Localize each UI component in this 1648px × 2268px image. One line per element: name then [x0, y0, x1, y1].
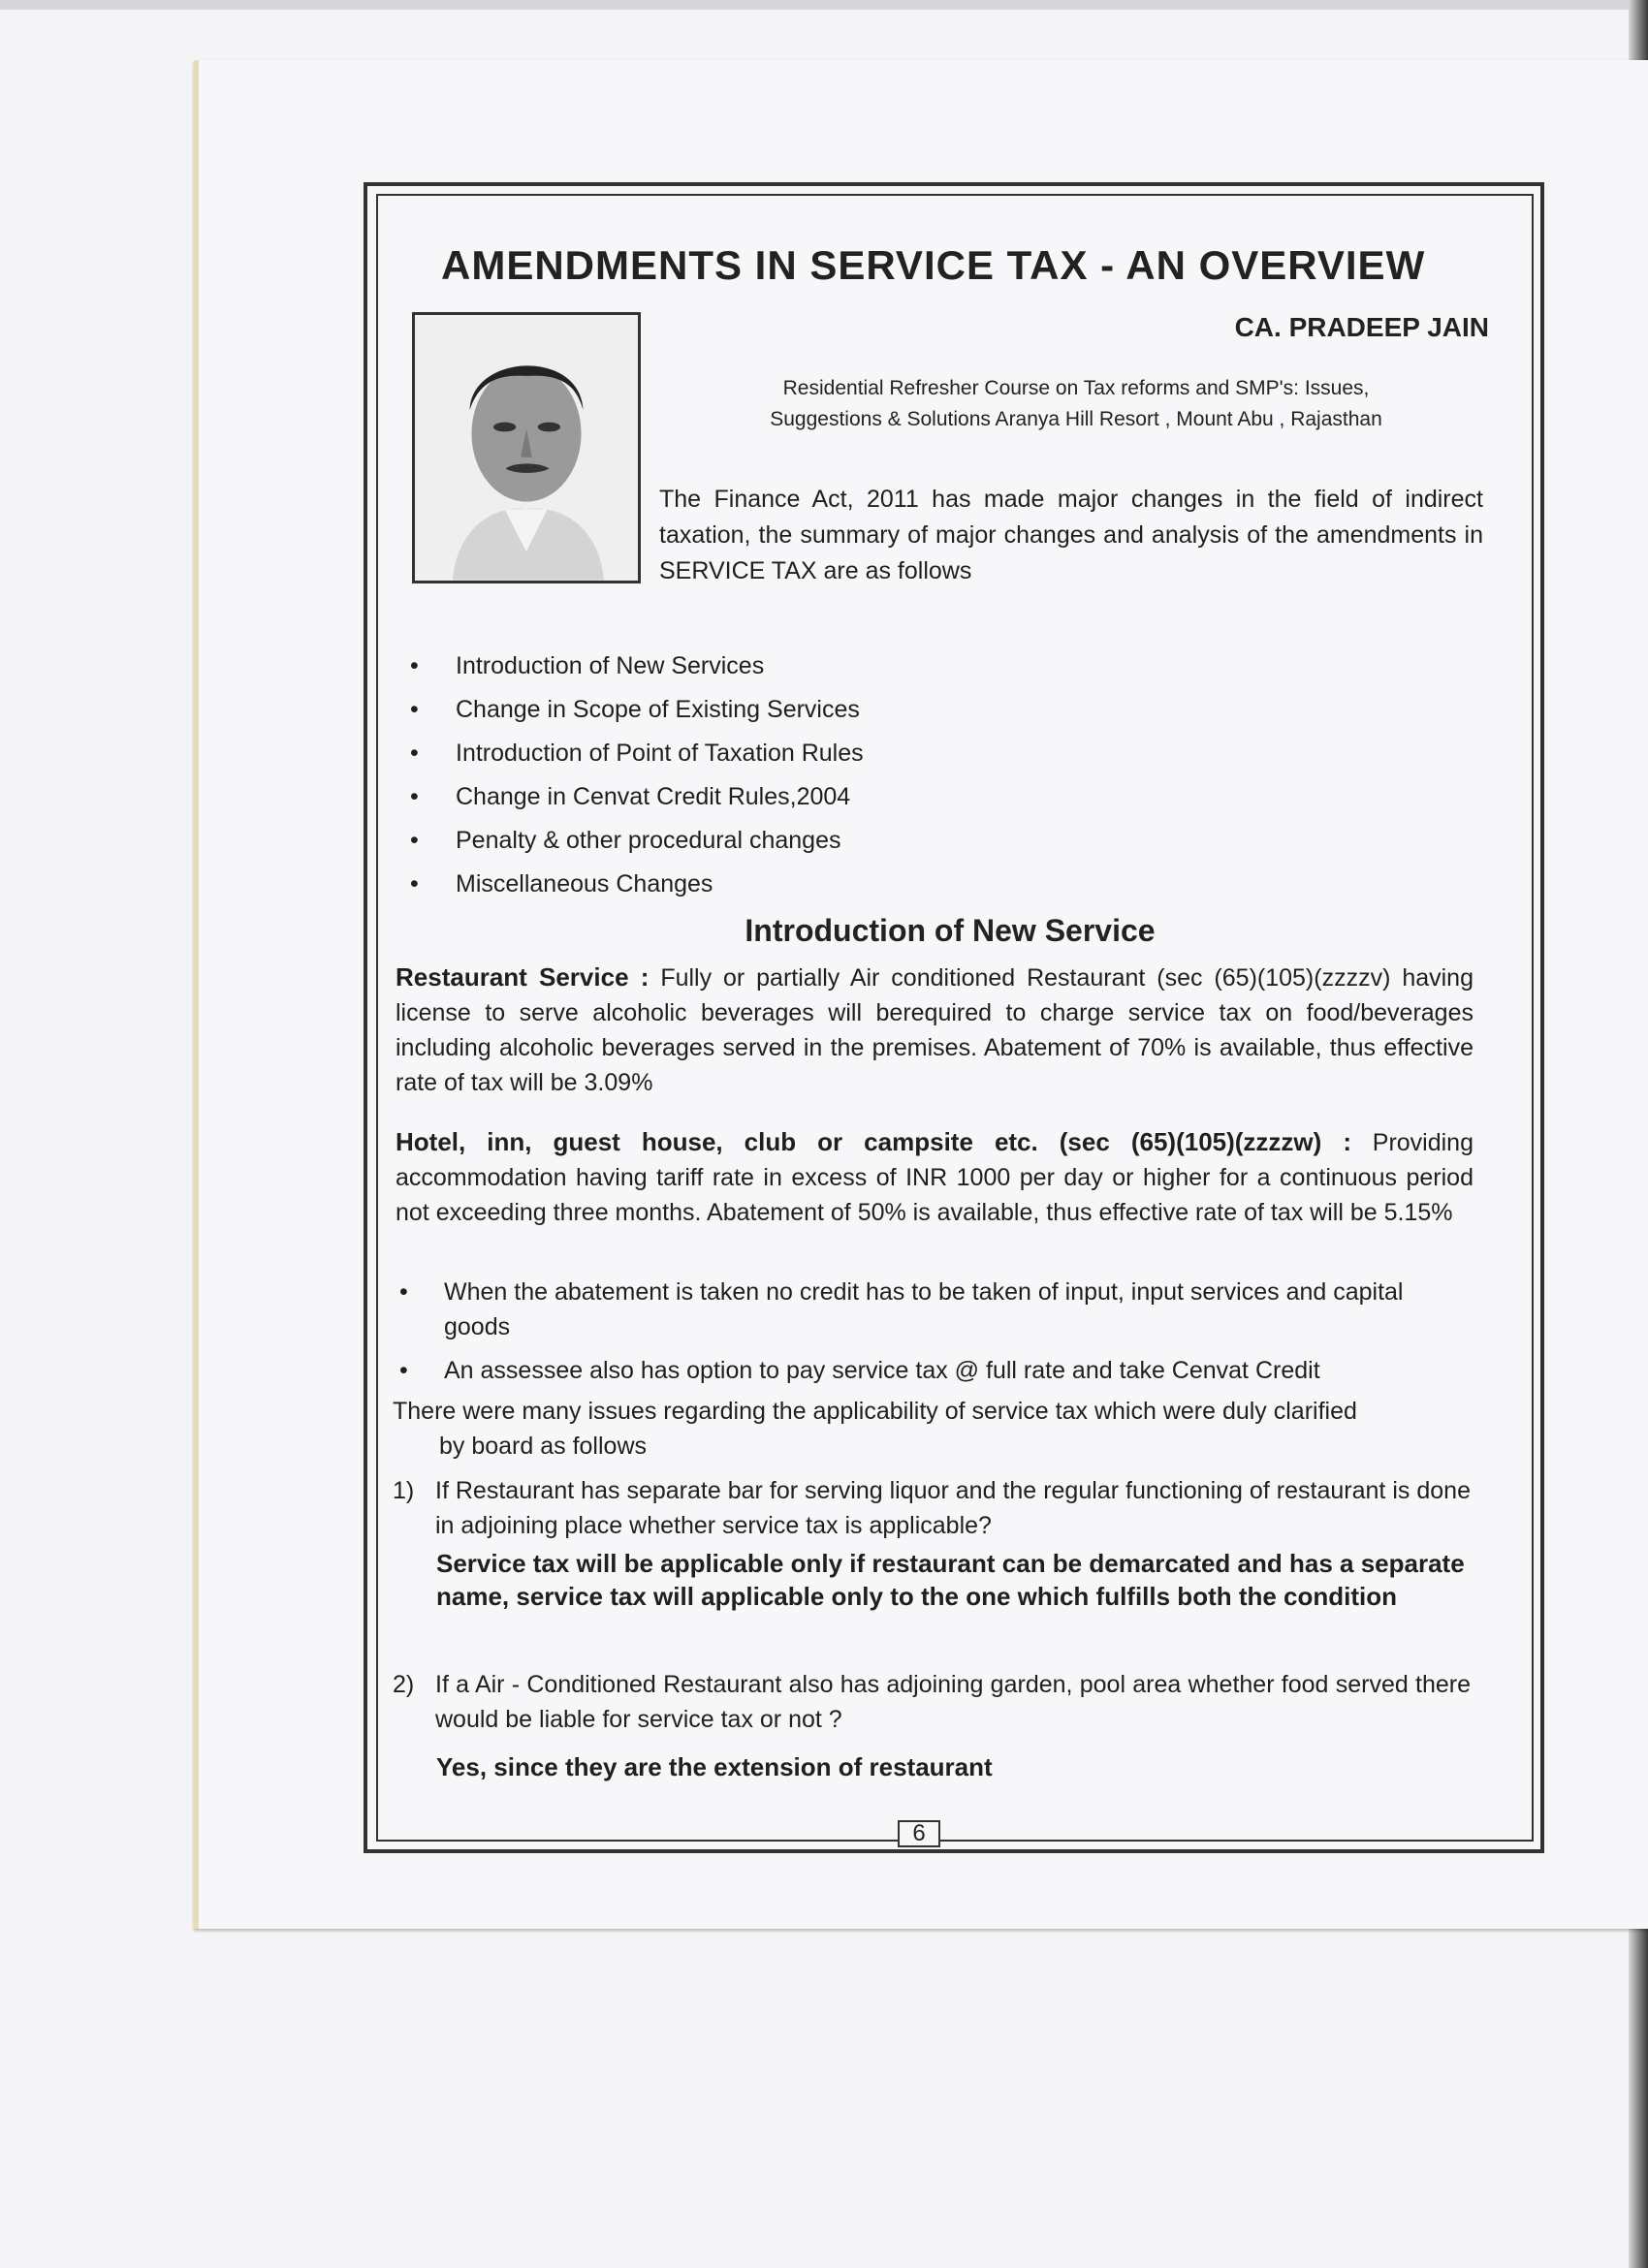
answer-1: Service tax will be applicable only if restaurant can be demarcated and has a separate name, service tax will applicable only to the one which fulfills both the condition	[436, 1549, 1465, 1611]
bullet-icon: •	[410, 652, 419, 679]
hotel-service-text: Providing accommodation having tariff rate in excess of INR 1000 per day or higher for a continuous period not exceeding three months. Abatement of 50% is available, thus effective rate of tax will be 5.15%	[396, 1129, 1474, 1226]
issues-intro	[393, 1394, 1471, 1464]
list-item: • When the abatement is taken no credit has to be taken of input, input services and capital goods	[396, 1275, 1474, 1344]
restaurant-service-text: Fully or partially Air conditioned Restaurant (sec (65)(105)(zzzzv) having license to serve alcoholic beverages will berequired to charge service tax on food/beverages including alcoholic beverages served in the premises. Abatement of 70% is available, thus effective rate of tax will be 3.09%	[396, 964, 1474, 1096]
issues-intro-line-2: by board as follows	[439, 1433, 648, 1460]
hotel-service-paragraph	[396, 1124, 1474, 1230]
page-title: AMENDMENTS IN SERVICE TAX - AN OVERVIEW	[441, 242, 1426, 288]
question-text: If a Air - Conditioned Restaurant also has adjoining garden, pool area whether food served there would be liable for service tax or not ?	[435, 1671, 1471, 1733]
event-info	[679, 373, 1474, 435]
page-number: 6	[898, 1820, 940, 1847]
bullet-icon: •	[410, 696, 419, 723]
bullet-icon: •	[399, 1278, 408, 1306]
list-item: • Introduction of Point of Taxation Rules	[405, 732, 987, 775]
list-item: • Introduction of New Services	[405, 645, 987, 688]
issues-intro-line-1: There were many issues regarding the applicability of service tax which were duly clarified	[393, 1398, 1357, 1425]
list-item: • Penalty & other procedural changes	[405, 819, 987, 863]
hotel-service-label: Hotel, inn, guest house, club or campsite etc. (sec (65)(105)(zzzzw) :	[396, 1127, 1351, 1156]
restaurant-service-label: Restaurant Service :	[396, 962, 650, 992]
note-list-2	[396, 1353, 1474, 1388]
restaurant-service-paragraph	[396, 960, 1474, 1100]
list-item: • An assessee also has option to pay service tax @ full rate and take Cenvat Credit	[396, 1353, 1474, 1388]
author-photo	[412, 312, 641, 583]
question-1	[393, 1473, 1471, 1543]
bullet-icon: •	[410, 827, 419, 854]
list-item: • Change in Scope of Existing Services	[405, 688, 987, 732]
intro-paragraph: The Finance Act, 2011 has made major changes in the field of indirect taxation, the summary of major changes and analysis of the amendments in SERVICE TAX are as follows	[659, 486, 1483, 584]
question-2	[393, 1667, 1471, 1737]
list-item: • Change in Cenvat Credit Rules,2004	[405, 775, 987, 819]
list-item: • Miscellaneous Changes	[405, 863, 987, 906]
bullet-icon: •	[410, 870, 419, 898]
note-list-1	[396, 1275, 1474, 1344]
bullet-icon: •	[399, 1357, 408, 1384]
event-line-1: Residential Refresher Course on Tax reforms and SMP's: Issues,	[782, 377, 1370, 399]
section-heading: Introduction of New Service	[745, 913, 1156, 948]
event-line-2: Suggestions & Solutions Aranya Hill Resort , Mount Abu , Rajasthan	[770, 408, 1382, 430]
question-number: 1)	[393, 1477, 415, 1504]
bullet-icon: •	[410, 740, 419, 767]
summary-list	[405, 645, 987, 906]
question-text: If Restaurant has separate bar for serving liquor and the regular functioning of restaurant is done in adjoining place whether service tax is applicable?	[435, 1477, 1471, 1539]
answer-2: Yes, since they are the extension of restaurant	[436, 1752, 993, 1781]
scanner-edge-top	[0, 0, 1648, 10]
bullet-icon: •	[410, 783, 419, 810]
question-number: 2)	[393, 1671, 415, 1698]
author-name: CA. PRADEEP JAIN	[1234, 312, 1489, 342]
portrait-image	[415, 315, 638, 581]
